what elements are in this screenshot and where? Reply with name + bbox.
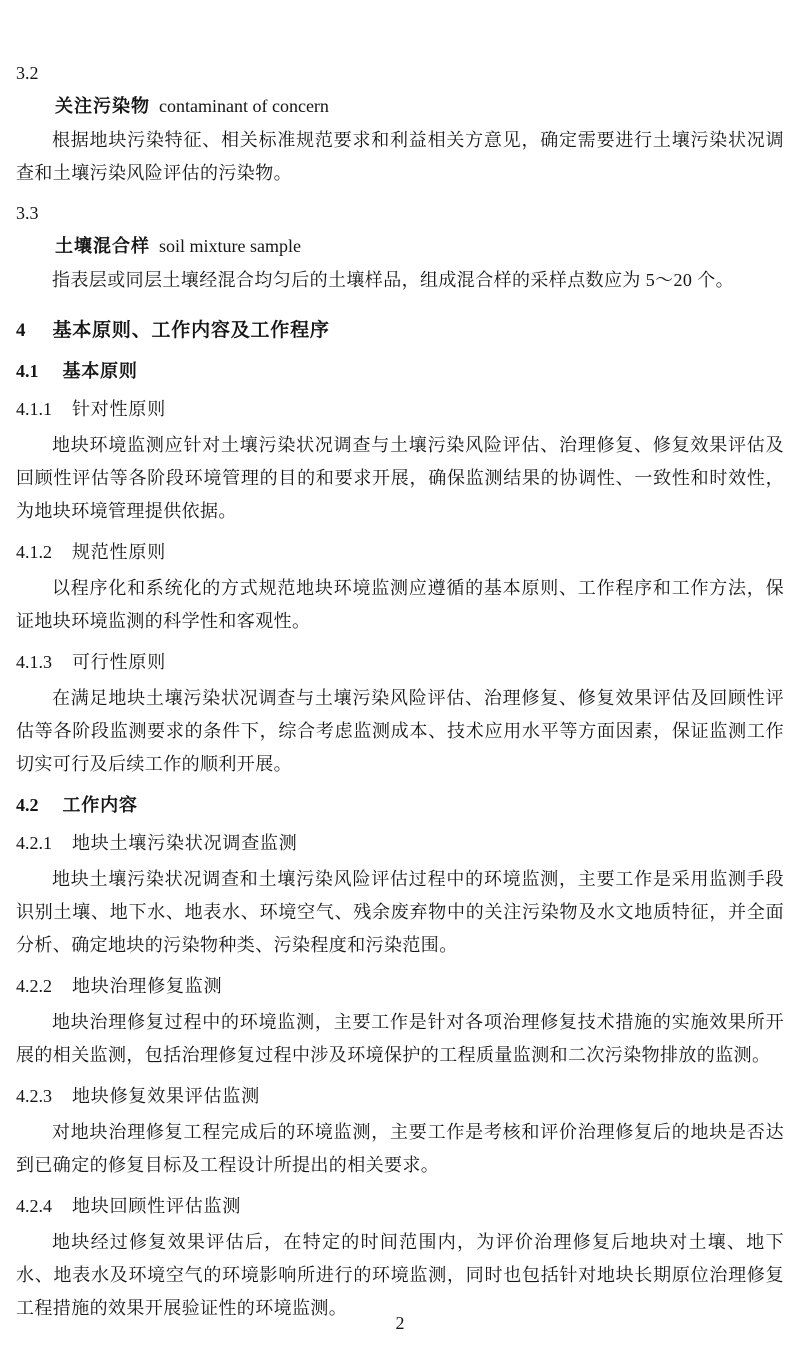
section-4-1-heading xyxy=(16,355,784,387)
term-clause-number-3-2: 3.2 xyxy=(16,63,39,83)
chapter-title: 基本原则、工作内容及工作程序 xyxy=(52,320,330,341)
subsection-4-2-4-paragraph: 地块经过修复效果评估后，在特定的时间范围内，为评价治理修复后地块对土壤、地下水、地表水及环境空气的环境影响所进行的环境监测，同时也包括针对地块长期原位治理修复工程措施的效果开展验证性的环境监测。 xyxy=(16,1232,784,1318)
term-zh-label: 关注污染物 xyxy=(55,96,150,116)
subsection-number: 4.1.2 xyxy=(16,542,52,562)
subsection-title: 地块土壤污染状况调查监测 xyxy=(72,833,298,853)
chapter-number: 4 xyxy=(16,320,26,341)
section-number: 4.2 xyxy=(16,795,39,815)
term-definition-3-2: 根据地块污染特征、相关标准规范要求和利益相关方意见，确定需要进行土壤污染状况调查和土壤污染风险评估的污染物。 xyxy=(16,130,784,183)
subsection-4-2-2-heading xyxy=(16,970,784,1002)
subsection-4-2-3-paragraph: 对地块治理修复工程完成后的环境监测，主要工作是考核和评价治理修复后的地块是否达到已确定的修复目标及工程设计所提出的相关要求。 xyxy=(16,1122,784,1175)
subsection-number: 4.2.2 xyxy=(16,976,52,996)
subsection-4-2-1-heading xyxy=(16,827,784,859)
subsection-title: 地块修复效果评估监测 xyxy=(72,1086,260,1106)
chapter-4-heading xyxy=(16,315,784,347)
subsection-4-1-3-paragraph: 在满足地块土壤污染状况调查与土壤污染风险评估、治理修复、修复效果评估及回顾性评估等各阶段监测要求的条件下，综合考虑监测成本、技术应用水平等方面因素，保证监测工作切实可行及后续工作的顺利开展。 xyxy=(16,688,784,774)
subsection-number: 4.1.1 xyxy=(16,399,52,419)
subsection-number: 4.2.3 xyxy=(16,1086,52,1106)
subsection-4-1-1-paragraph: 地块环境监测应针对土壤污染状况调查与土壤污染风险评估、治理修复、修复效果评估及回顾性评估等各阶段环境管理的目的和要求开展，确保监测结果的协调性、一致性和时效性，为地块环境管理提供依据。 xyxy=(16,435,784,521)
page-number: 2 xyxy=(395,1313,405,1333)
subsection-4-2-1-paragraph: 地块土壤污染状况调查和土壤污染风险评估过程中的环境监测，主要工作是采用监测手段识别土壤、地下水、地表水、环境空气、残余废弃物中的关注污染物及水文地质特征，并全面分析、确定地块的污染物种类、污染程度和污染范围。 xyxy=(16,869,784,955)
subsection-4-1-3-heading xyxy=(16,646,784,678)
subsection-4-2-3-heading xyxy=(16,1080,784,1112)
section-number: 4.1 xyxy=(16,361,39,381)
subsection-title: 地块回顾性评估监测 xyxy=(72,1196,242,1216)
subsection-4-2-2-paragraph: 地块治理修复过程中的环境监测，主要工作是针对各项治理修复技术措施的实施效果所开展的相关监测，包括治理修复过程中涉及环境保护的工程质量监测和二次污染物排放的监测。 xyxy=(16,1012,784,1065)
term-clause-number-3-3: 3.3 xyxy=(16,203,39,223)
term-heading-3-2 xyxy=(55,90,784,122)
subsection-4-1-2-paragraph: 以程序化和系统化的方式规范地块环境监测应遵循的基本原则、工作程序和工作方法，保证地块环境监测的科学性和客观性。 xyxy=(16,578,784,631)
subsection-title: 规范性原则 xyxy=(72,542,166,562)
term-en-label: contaminant of concern xyxy=(159,96,329,116)
subsection-number: 4.2.4 xyxy=(16,1196,52,1216)
subsection-4-1-2-heading xyxy=(16,536,784,568)
term-en-label: soil mixture sample xyxy=(159,236,301,256)
section-title: 工作内容 xyxy=(62,795,138,815)
term-definition-3-3: 指表层或同层土壤经混合均匀后的土壤样品，组成混合样的采样点数应为 5～20 个。 xyxy=(52,270,734,290)
subsection-title: 针对性原则 xyxy=(72,399,166,419)
subsection-title: 地块治理修复监测 xyxy=(72,976,223,996)
section-title: 基本原则 xyxy=(62,361,138,381)
term-heading-3-3 xyxy=(55,230,784,262)
subsection-number: 4.1.3 xyxy=(16,652,52,672)
subsection-title: 可行性原则 xyxy=(72,652,166,672)
subsection-4-1-1-heading xyxy=(16,393,784,425)
term-zh-label: 土壤混合样 xyxy=(55,236,150,256)
subsection-number: 4.2.1 xyxy=(16,833,52,853)
section-4-2-heading xyxy=(16,789,784,821)
subsection-4-2-4-heading xyxy=(16,1190,784,1222)
